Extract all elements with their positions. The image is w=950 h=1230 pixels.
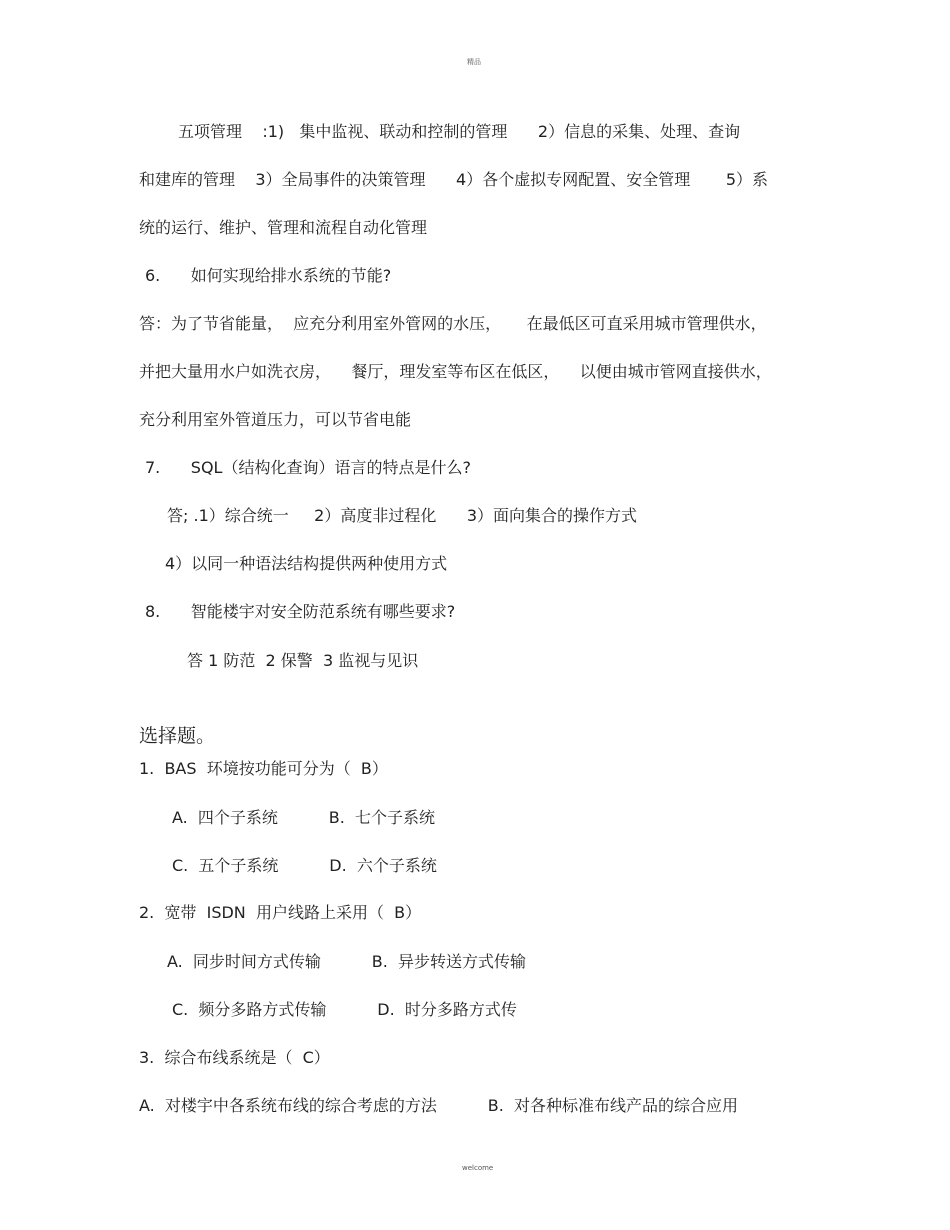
mc-question-1: 1. BAS 环境按功能可分为（ B） xyxy=(139,759,388,778)
answer-7-line-2: 4）以同一种语法结构提供两种使用方式 xyxy=(165,554,448,573)
mc-q1-options-cd: C. 五个子系统 D. 六个子系统 xyxy=(172,856,437,875)
section-title: 选择题。 xyxy=(139,725,216,747)
page-footer: welcome xyxy=(462,1164,494,1172)
mc-q2-options-cd: C. 频分多路方式传输 D. 时分多路方式传 xyxy=(172,1000,517,1019)
mc-question-3: 3. 综合布线系统是（ C） xyxy=(139,1048,330,1067)
text-line-3: 统的运行、维护、管理和流程自动化管理 xyxy=(139,218,428,237)
text-line-2: 和建库的管理 3）全局事件的决策管理 4）各个虚拟专网配置、安全管理 5）系 xyxy=(139,170,769,189)
mc-question-2: 2. 宽带 ISDN 用户线路上采用（ B） xyxy=(139,903,422,922)
question-7: 7. SQL（结构化查询）语言的特点是什么? xyxy=(145,458,471,477)
answer-7-line-1: 答; .1）综合统一 2）高度非过程化 3）面向集合的操作方式 xyxy=(167,506,638,525)
answer-6-line-1: 答：为了节省能量， 应充分利用室外管网的水压， 在最低区可直采用城市管理供水， xyxy=(139,314,767,333)
question-8: 8. 智能楼宇对安全防范系统有哪些要求? xyxy=(145,602,456,621)
mc-q2-options-ab: A. 同步时间方式传输 B. 异步转送方式传输 xyxy=(167,952,527,971)
answer-8: 答 1 防范 2 保警 3 监视与见识 xyxy=(187,651,419,670)
text-line-1: 五项管理 :1) 集中监视、联动和控制的管理 2）信息的采集、处理、查询 xyxy=(178,122,741,141)
answer-6-line-3: 充分利用室外管道压力，可以节省电能 xyxy=(139,410,412,429)
mc-q3-options-ab: A. 对楼宇中各系统布线的综合考虑的方法 B. 对各种标准布线产品的综合应用 xyxy=(139,1096,739,1115)
answer-6-line-2: 并把大量用水户如洗衣房， 餐厅，理发室等布区在低区， 以便由城市管网直接供水， xyxy=(139,362,772,381)
page-header: 精品 xyxy=(467,58,481,66)
question-6: 6. 如何实现给排水系统的节能? xyxy=(145,266,392,285)
mc-q1-options-ab: A. 四个子系统 B. 七个子系统 xyxy=(172,808,436,827)
